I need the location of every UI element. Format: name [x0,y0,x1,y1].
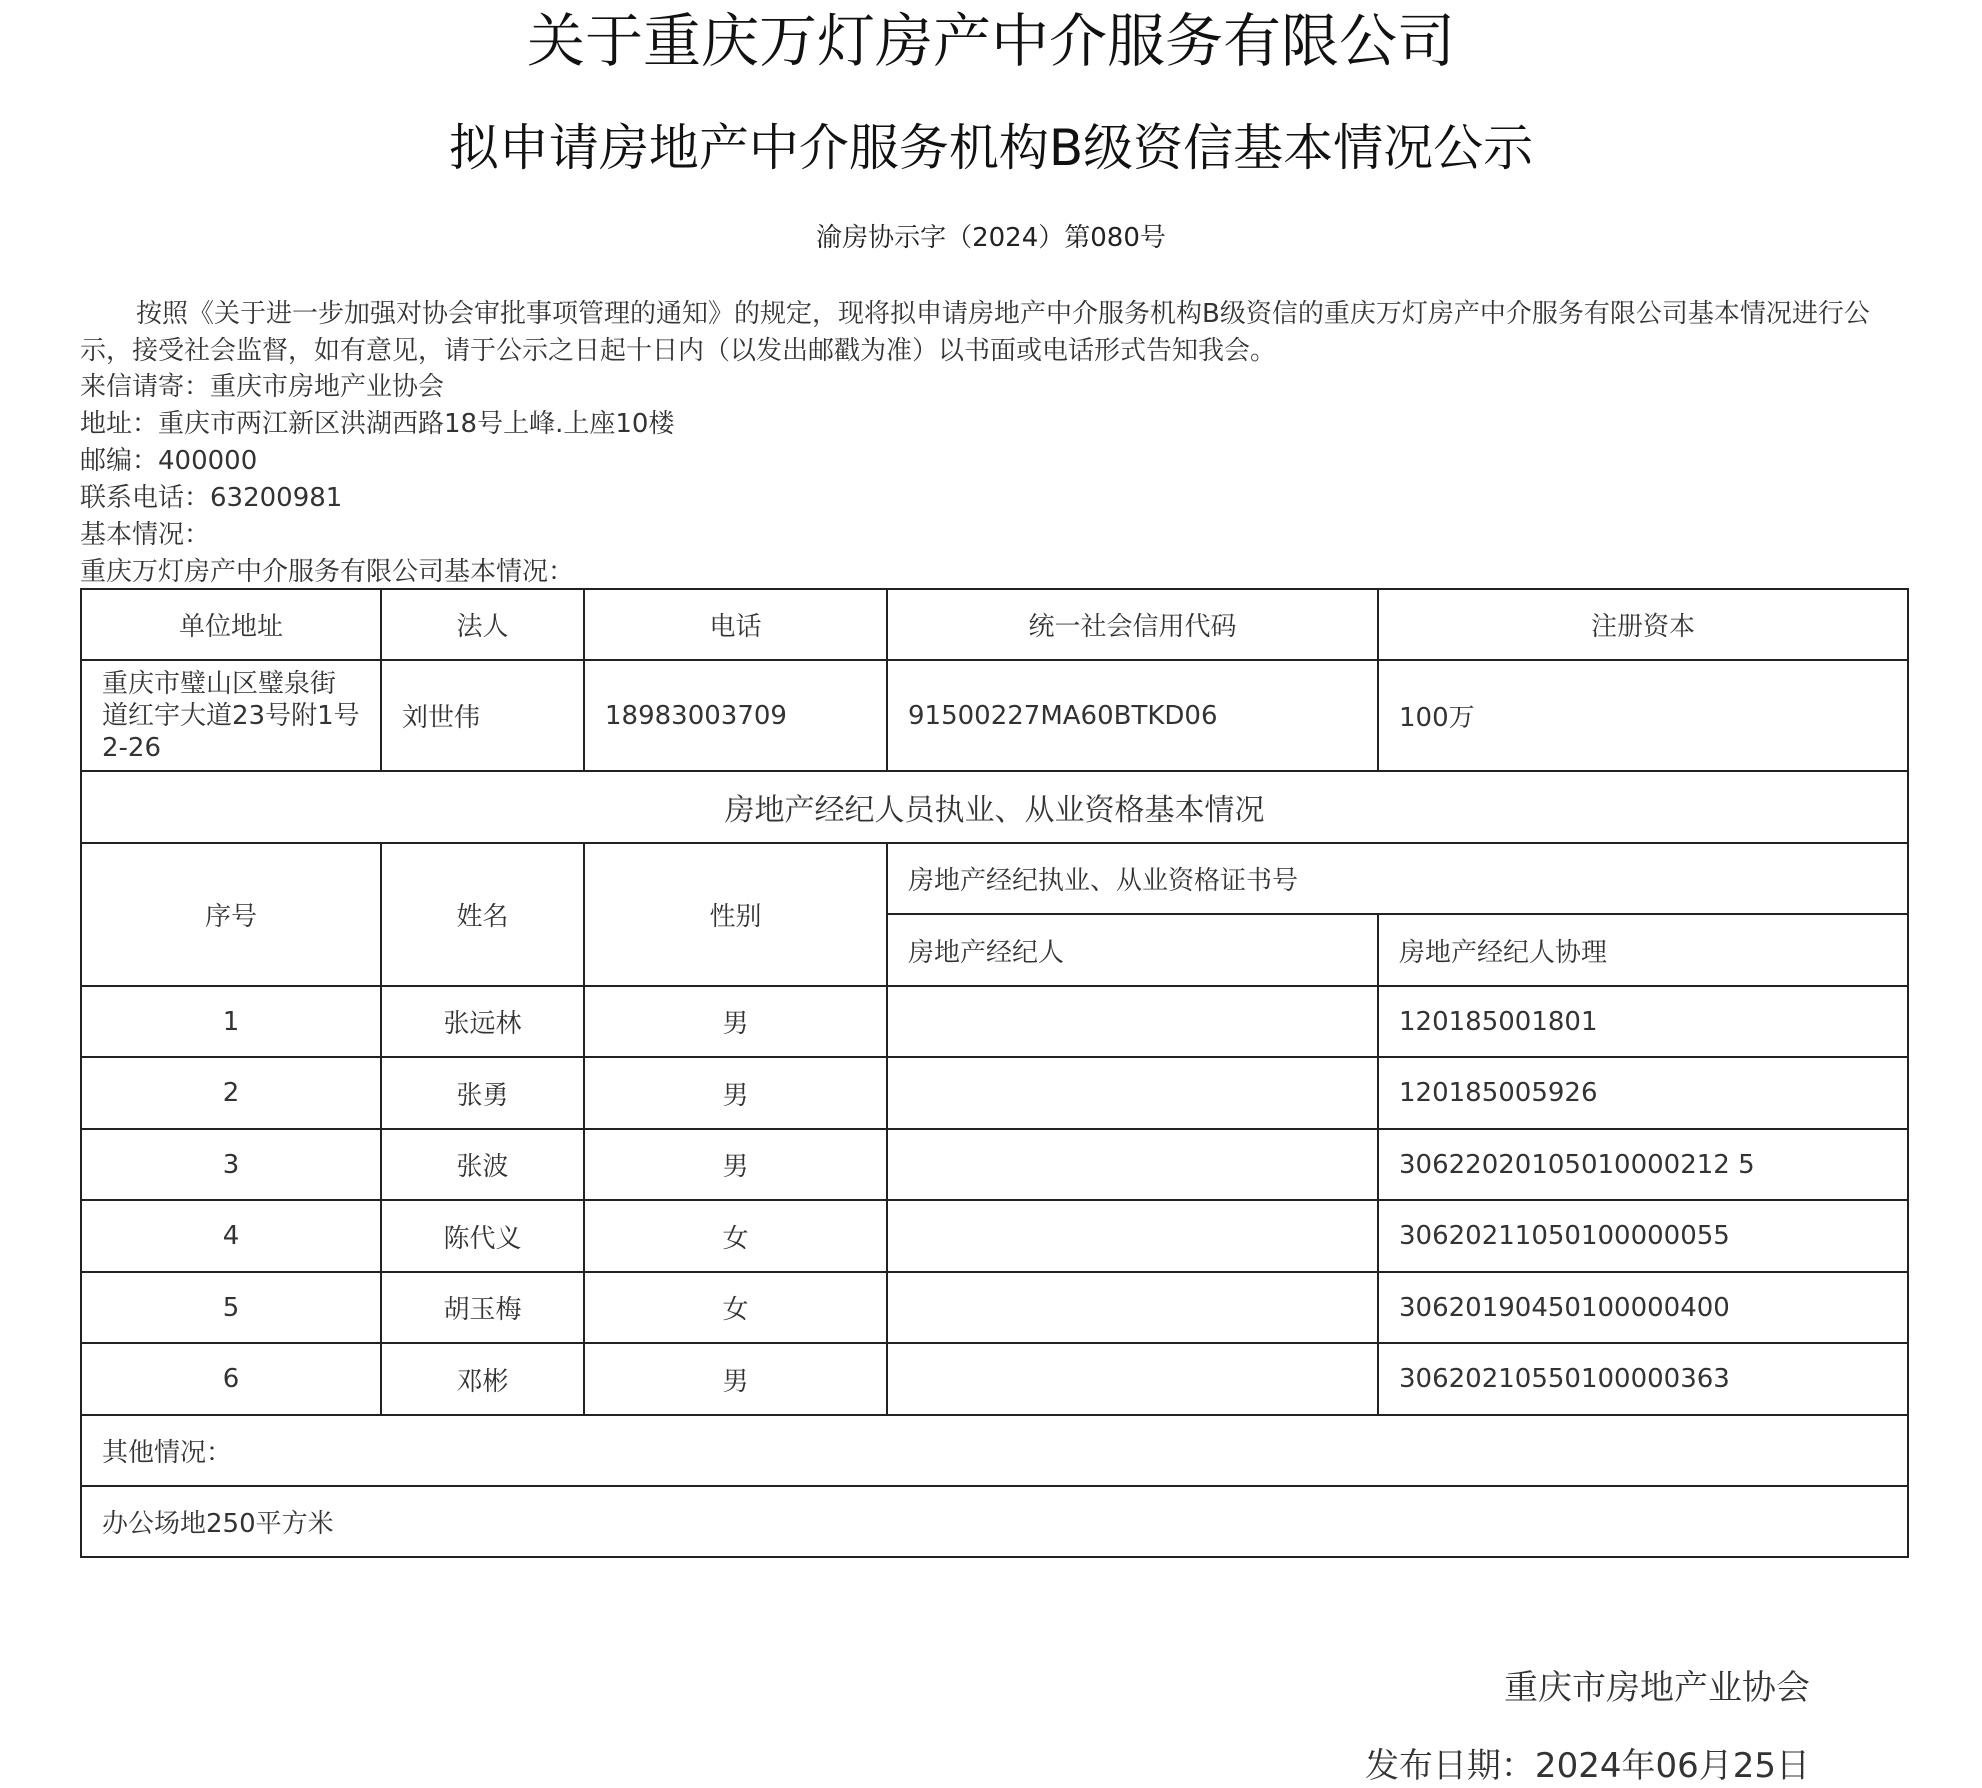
company-value-row [81,660,1908,771]
row-assistant-cert: 30620211050100000055 [1378,1200,1908,1272]
company-address: 重庆市璧山区璧泉街道红宇大道23号附1号2-26 [81,660,381,771]
row-name: 邓彬 [381,1343,584,1415]
header-address: 单位地址 [81,589,381,660]
other-value-row [81,1486,1908,1557]
header-phone: 电话 [584,589,887,660]
row-name: 张波 [381,1129,584,1200]
company-info-heading: 重庆万灯房产中介服务有限公司基本情况： [80,557,575,587]
company-phone: 18983003709 [584,660,887,771]
row-agent-cert [887,1057,1378,1129]
document-subtitle: 拟申请房地产中介服务机构B级资信基本情况公示 [448,119,1534,177]
row-agent-cert [887,1272,1378,1343]
header-legal-person: 法人 [381,589,584,660]
publish-date: 发布日期：2024年06月25日 [1364,1746,1810,1786]
contact-info [80,369,1904,591]
row-name: 胡玉梅 [381,1272,584,1343]
header-credit-code: 统一社会信用代码 [887,589,1378,660]
table-row [81,986,1908,1057]
table-row [81,1343,1908,1415]
agents-section-title: 房地产经纪人员执业、从业资格基本情况 [81,771,1908,843]
table-row [81,1200,1908,1272]
row-index: 3 [81,1129,381,1200]
intro-paragraph: 按照《关于进一步加强对协会审批事项管理的通知》的规定，现将拟申请房地产中介服务机构B级资信的重庆万灯房产中介服务有限公司基本情况进行公示，接受社会监督，如有意见，请于公示之日起十日内（以发出邮戳为准）以书面或电话形式告知我会。 [80,299,1870,366]
header-name: 姓名 [381,843,584,986]
row-assistant-cert: 120185001801 [1378,986,1908,1057]
header-index: 序号 [81,843,381,986]
header-agent-cert: 房地产经纪人 [887,914,1378,986]
row-name: 张远林 [381,986,584,1057]
row-gender: 女 [584,1272,887,1343]
row-assistant-cert: 30620210550100000363 [1378,1343,1908,1415]
agents-section-row [81,771,1908,843]
row-index: 4 [81,1200,381,1272]
agents-header-row-1 [81,843,1908,914]
company-registered-capital: 100万 [1378,660,1908,771]
table-row [81,1272,1908,1343]
header-cert-group: 房地产经纪执业、从业资格证书号 [887,843,1908,914]
document-number: 渝房协示字（2024）第080号 [816,223,1166,253]
mail-to-line: 来信请寄：重庆市房地产业协会 [80,372,445,402]
company-credit-code: 91500227MA60BTKD06 [887,660,1378,771]
issuer-signature: 重庆市房地产业协会 [1504,1668,1810,1708]
row-gender: 男 [584,1057,887,1129]
row-index: 2 [81,1057,381,1129]
row-assistant-cert: 30620190450100000400 [1378,1272,1908,1343]
row-index: 6 [81,1343,381,1415]
row-assistant-cert: 120185005926 [1378,1057,1908,1129]
row-assistant-cert: 30622020105010000212 5 [1378,1129,1908,1200]
company-legal-person: 刘世伟 [381,660,584,771]
company-header-row [81,589,1908,660]
row-gender: 男 [584,1343,887,1415]
other-label: 其他情况： [81,1415,1908,1486]
header-registered-capital: 注册资本 [1378,589,1908,660]
basic-info-heading: 基本情况： [80,520,211,550]
row-gender: 女 [584,1200,887,1272]
header-assistant-cert: 房地产经纪人协理 [1378,914,1908,986]
company-info-table [80,588,1909,1558]
header-gender: 性别 [584,843,887,986]
row-name: 陈代义 [381,1200,584,1272]
row-index: 1 [81,986,381,1057]
row-gender: 男 [584,1129,887,1200]
table-row [81,1057,1908,1129]
table-row [81,1129,1908,1200]
row-agent-cert [887,1343,1378,1415]
row-agent-cert [887,986,1378,1057]
row-index: 5 [81,1272,381,1343]
phone-line: 联系电话：63200981 [80,483,343,513]
other-label-row [81,1415,1908,1486]
other-value: 办公场地250平方米 [81,1486,1908,1557]
postcode-line: 邮编：400000 [80,446,258,476]
row-name: 张勇 [381,1057,584,1129]
row-agent-cert [887,1200,1378,1272]
document-title: 关于重庆万灯房产中介服务有限公司 [526,7,1455,75]
row-agent-cert [887,1129,1378,1200]
row-gender: 男 [584,986,887,1057]
address-line: 地址：重庆市两江新区洪湖西路18号上峰.上座10楼 [80,409,675,439]
